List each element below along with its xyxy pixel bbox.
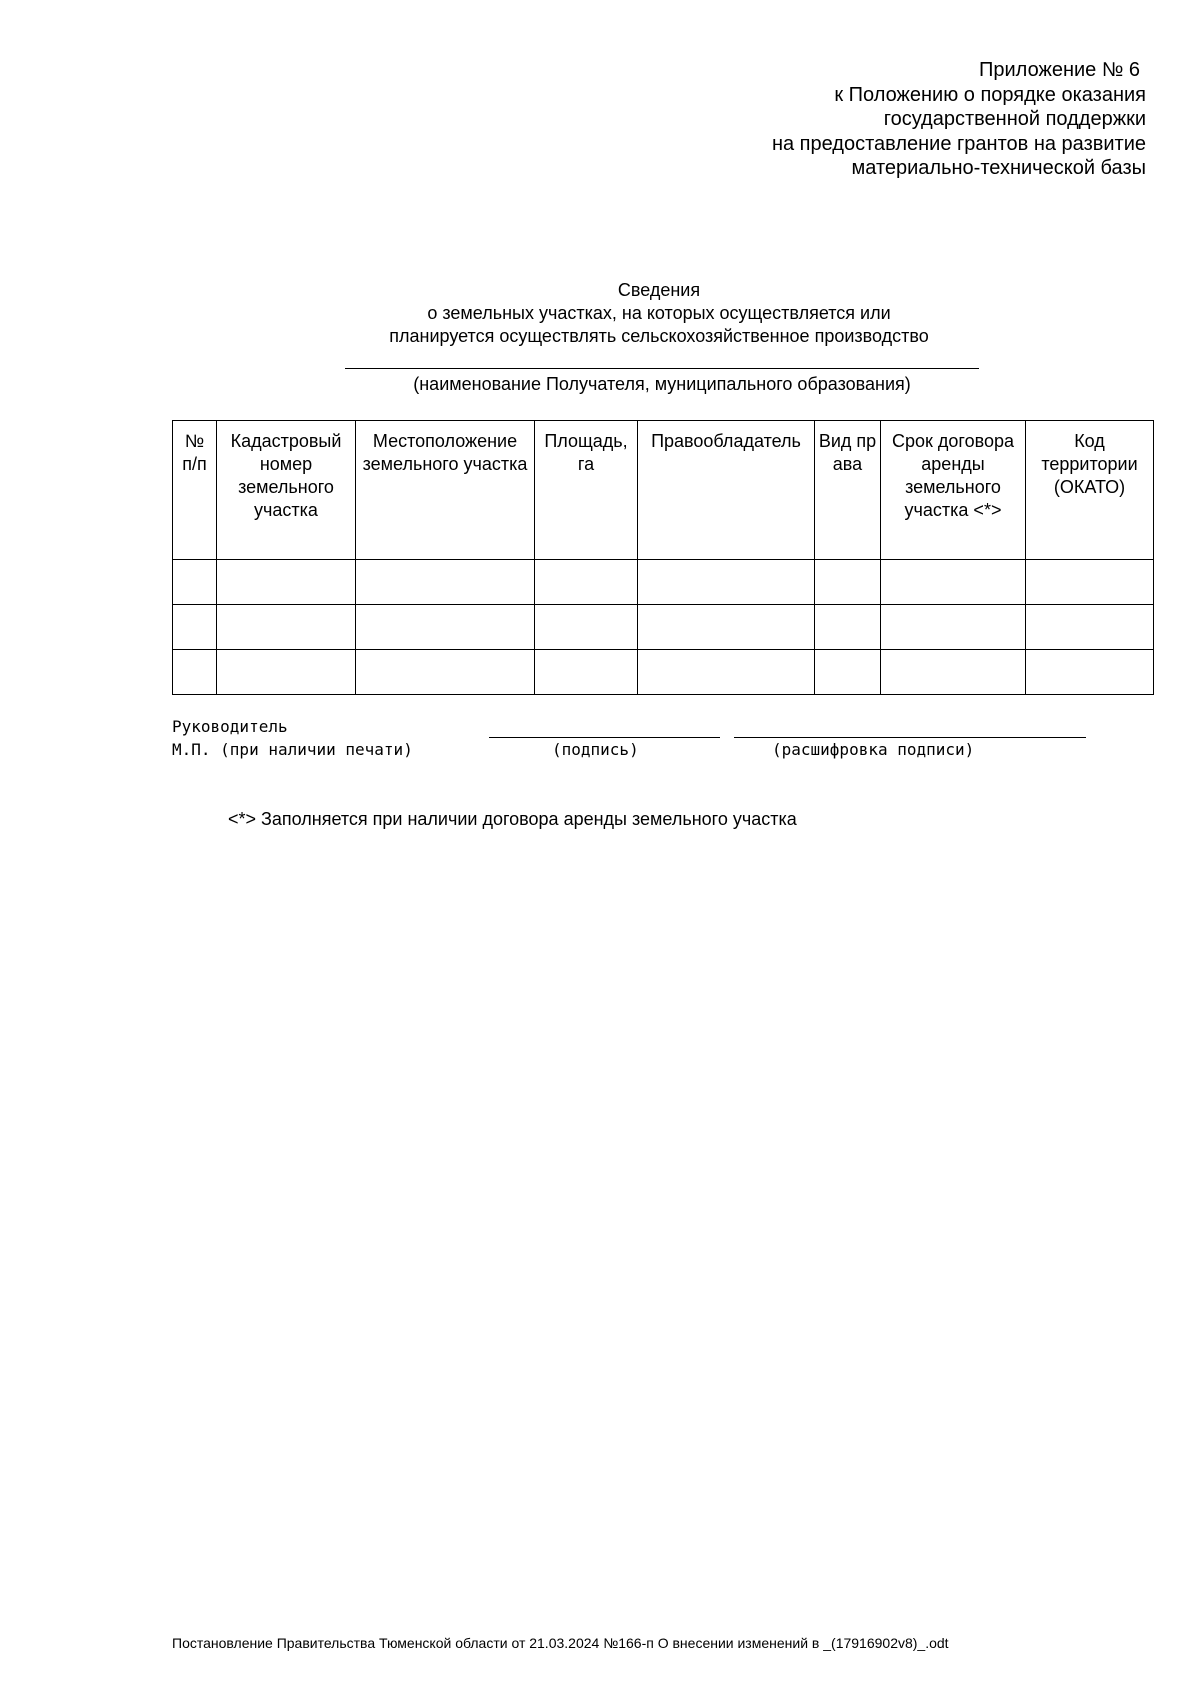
recipient-caption: (наименование Получателя, муниципального образования) (413, 374, 911, 394)
page-footer: Постановление Правительства Тюменской области от 21.03.2024 №166-п О внесении изменений в _(17916902v8)_.odt (172, 1635, 949, 1651)
document-subtitle: о земельных участках, на которых осуществляется или (427, 303, 891, 323)
appendix-line: на предоставление грантов на развитие (771, 132, 1146, 155)
signature-caption: (подпись) (552, 740, 639, 759)
head-label: Руководитель (172, 717, 288, 736)
document-title: Сведения (617, 280, 701, 300)
appendix-line: государственной поддержки (883, 108, 1146, 130)
appendix-block (772, 58, 1146, 181)
table-row (173, 650, 1154, 695)
footnote: <*> Заполняется при наличии договора аренды земельного участка (228, 809, 797, 829)
decoding-caption: (расшифровка подписи) (772, 740, 975, 759)
column-header: Правообладатель (638, 421, 815, 560)
column-header: Площадь, га (535, 421, 638, 560)
column-header: Код территории (ОКАТО) (1026, 421, 1154, 560)
appendix-line: материально-технической базы (851, 157, 1146, 179)
column-header: № п/п (173, 421, 217, 560)
table-row (173, 605, 1154, 650)
appendix-line: Приложение № 6 (979, 59, 1140, 81)
document-subtitle: планируется осуществлять сельскохозяйственное производство (389, 326, 929, 346)
column-header: Местоположение земельного участка (356, 421, 535, 560)
column-header: Кадастровый номер земельного участка (217, 421, 356, 560)
signature-line (489, 737, 720, 738)
table-row (173, 560, 1154, 605)
column-header: Вид права (815, 421, 881, 560)
document-heading (288, 279, 1030, 348)
table-header-row (173, 421, 1154, 560)
appendix-line: к Положению о порядке оказания (834, 83, 1146, 106)
land-plots-table (172, 420, 1154, 695)
recipient-name-line (345, 368, 979, 369)
column-header: Срок договора аренды земельного участка <*> (881, 421, 1026, 560)
stamp-label: М.П. (при наличии печати) (172, 740, 413, 759)
decoding-line (734, 737, 1086, 738)
